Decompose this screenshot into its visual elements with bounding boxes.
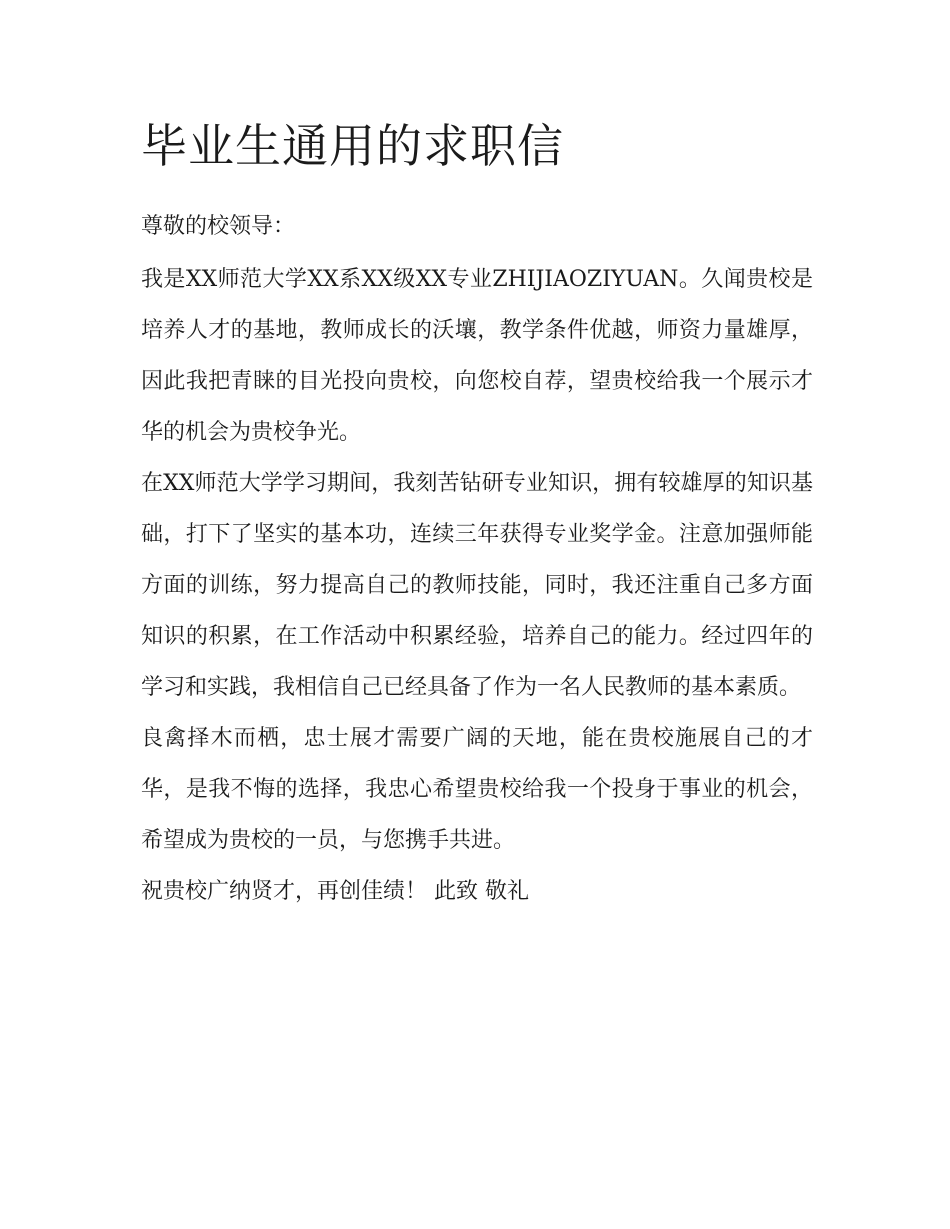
paragraph-study: 在XX师范大学学习期间，我刻苦钻研专业知识，拥有较雄厚的知识基础，打下了坚实的基本功，连续三年获得专业奖学金。注意加强师能方面的训练，努力提高自己的教师技能，同时，我还注重自己多方面知识的积累，在工作活动中积累经验，培养自己的能力。经过四年的学习和实践，我相信自己已经具备了作为一名人民教师的基本素质。: [141, 471, 813, 700]
salutation: 尊敬的校领导：: [141, 214, 296, 239]
paragraph-aspiration: 良禽择木而栖，忠士展才需要广阔的天地，能在贵校施展自己的才华，是我不悔的选择，我忠心希望贵校给我一个投身于事业的机会，希望成为贵校的一员，与您携手共进。: [141, 726, 813, 853]
closing-line: 祝贵校广纳贤才，再创佳绩！ 此致 敬礼: [141, 879, 529, 904]
letter-body: [141, 112, 813, 917]
paragraph-introduction: 我是XX师范大学XX系XX级XX专业ZHIJIAOZIYUAN。久闻贵校是培养人才的基地，教师成长的沃壤，教学条件优越，师资力量雄厚，因此我把青睐的目光投向贵校，向您校自荐，望贵校给我一个展示才华的机会为贵校争光。: [141, 267, 813, 445]
document-title: 毕业生通用的求职信: [141, 119, 564, 173]
